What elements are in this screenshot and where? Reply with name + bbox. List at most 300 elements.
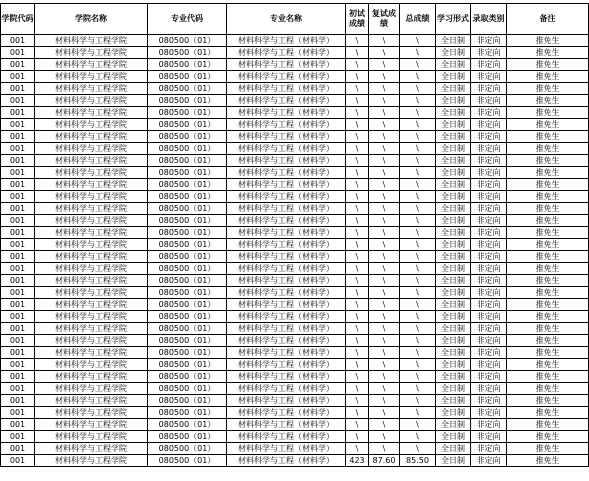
cell-major-code: 080500（01）	[148, 167, 227, 179]
table-row	[1, 335, 589, 347]
cell-remarks: 推免生	[507, 155, 589, 167]
cell-admission-type: 非定向	[471, 359, 507, 371]
header-study-mode: 学习形式	[436, 4, 471, 35]
cell-remarks: 推免生	[507, 59, 589, 71]
cell-total-score: \	[400, 275, 436, 287]
cell-remarks: 推免生	[507, 407, 589, 419]
cell-college-code: 001	[1, 83, 35, 95]
cell-remarks: 推免生	[507, 167, 589, 179]
cell-study-mode: 全日制	[436, 107, 471, 119]
cell-study-mode: 全日制	[436, 335, 471, 347]
cell-major-code: 080500（01）	[148, 395, 227, 407]
cell-college-code: 001	[1, 275, 35, 287]
cell-major-code: 080500（01）	[148, 83, 227, 95]
cell-total-score: \	[400, 191, 436, 203]
cell-major-name: 材料科学与工程（材料学）	[227, 119, 346, 131]
cell-major-code: 080500（01）	[148, 107, 227, 119]
cell-major-name: 材料科学与工程（材料学）	[227, 59, 346, 71]
cell-admission-type: 非定向	[471, 419, 507, 431]
cell-remarks: 推免生	[507, 299, 589, 311]
table-row	[1, 455, 589, 467]
cell-college-name: 材料科学与工程学院	[35, 443, 148, 455]
cell-total-score: \	[400, 107, 436, 119]
cell-college-name: 材料科学与工程学院	[35, 419, 148, 431]
cell-initial-score: \	[346, 107, 369, 119]
cell-initial-score: \	[346, 443, 369, 455]
cell-study-mode: 全日制	[436, 323, 471, 335]
cell-retest-score: \	[369, 167, 400, 179]
cell-study-mode: 全日制	[436, 203, 471, 215]
cell-remarks: 推免生	[507, 455, 589, 467]
cell-admission-type: 非定向	[471, 71, 507, 83]
cell-college-code: 001	[1, 47, 35, 59]
cell-major-name: 材料科学与工程（材料学）	[227, 167, 346, 179]
cell-initial-score: 423	[346, 455, 369, 467]
cell-admission-type: 非定向	[471, 215, 507, 227]
cell-remarks: 推免生	[507, 179, 589, 191]
header-total-score: 总成绩	[400, 4, 436, 35]
cell-major-code: 080500（01）	[148, 311, 227, 323]
cell-major-name: 材料科学与工程（材料学）	[227, 275, 346, 287]
cell-major-code: 080500（01）	[148, 191, 227, 203]
cell-remarks: 推免生	[507, 131, 589, 143]
cell-college-code: 001	[1, 347, 35, 359]
cell-college-code: 001	[1, 203, 35, 215]
cell-admission-type: 非定向	[471, 239, 507, 251]
cell-total-score: \	[400, 215, 436, 227]
table-body	[1, 35, 589, 467]
cell-total-score: \	[400, 419, 436, 431]
cell-study-mode: 全日制	[436, 311, 471, 323]
table-row	[1, 239, 589, 251]
cell-major-name: 材料科学与工程（材料学）	[227, 263, 346, 275]
cell-retest-score: \	[369, 95, 400, 107]
cell-admission-type: 非定向	[471, 263, 507, 275]
table-row	[1, 251, 589, 263]
cell-major-code: 080500（01）	[148, 443, 227, 455]
cell-retest-score: \	[369, 443, 400, 455]
cell-admission-type: 非定向	[471, 383, 507, 395]
cell-total-score: \	[400, 395, 436, 407]
cell-total-score: \	[400, 203, 436, 215]
cell-college-code: 001	[1, 167, 35, 179]
cell-college-code: 001	[1, 311, 35, 323]
cell-initial-score: \	[346, 407, 369, 419]
cell-initial-score: \	[346, 263, 369, 275]
table-row	[1, 59, 589, 71]
cell-college-code: 001	[1, 179, 35, 191]
cell-total-score: \	[400, 35, 436, 47]
cell-study-mode: 全日制	[436, 83, 471, 95]
cell-college-name: 材料科学与工程学院	[35, 155, 148, 167]
cell-admission-type: 非定向	[471, 155, 507, 167]
cell-remarks: 推免生	[507, 227, 589, 239]
header-college-code: 学院代码	[1, 4, 35, 35]
cell-retest-score: \	[369, 431, 400, 443]
cell-total-score: \	[400, 167, 436, 179]
cell-major-code: 080500（01）	[148, 251, 227, 263]
cell-college-name: 材料科学与工程学院	[35, 395, 148, 407]
cell-major-name: 材料科学与工程（材料学）	[227, 215, 346, 227]
cell-major-name: 材料科学与工程（材料学）	[227, 35, 346, 47]
cell-total-score: \	[400, 95, 436, 107]
cell-total-score: \	[400, 335, 436, 347]
cell-major-name: 材料科学与工程（材料学）	[227, 203, 346, 215]
cell-major-code: 080500（01）	[148, 203, 227, 215]
cell-college-code: 001	[1, 431, 35, 443]
cell-college-name: 材料科学与工程学院	[35, 287, 148, 299]
cell-major-name: 材料科学与工程（材料学）	[227, 287, 346, 299]
table-row	[1, 407, 589, 419]
cell-major-code: 080500（01）	[148, 95, 227, 107]
cell-remarks: 推免生	[507, 215, 589, 227]
cell-college-name: 材料科学与工程学院	[35, 83, 148, 95]
cell-remarks: 推免生	[507, 275, 589, 287]
cell-retest-score: \	[369, 311, 400, 323]
cell-major-name: 材料科学与工程（材料学）	[227, 71, 346, 83]
cell-remarks: 推免生	[507, 263, 589, 275]
cell-retest-score: \	[369, 227, 400, 239]
table-row	[1, 323, 589, 335]
cell-remarks: 推免生	[507, 83, 589, 95]
cell-retest-score: \	[369, 131, 400, 143]
cell-college-code: 001	[1, 323, 35, 335]
cell-initial-score: \	[346, 251, 369, 263]
cell-admission-type: 非定向	[471, 251, 507, 263]
cell-total-score: \	[400, 59, 436, 71]
table-row	[1, 47, 589, 59]
cell-admission-type: 非定向	[471, 83, 507, 95]
table-row	[1, 179, 589, 191]
cell-total-score: \	[400, 155, 436, 167]
cell-college-code: 001	[1, 335, 35, 347]
table-row	[1, 35, 589, 47]
cell-admission-type: 非定向	[471, 275, 507, 287]
cell-admission-type: 非定向	[471, 227, 507, 239]
cell-study-mode: 全日制	[436, 155, 471, 167]
cell-college-code: 001	[1, 419, 35, 431]
table-row	[1, 143, 589, 155]
cell-major-code: 080500（01）	[148, 179, 227, 191]
cell-retest-score: \	[369, 71, 400, 83]
cell-college-name: 材料科学与工程学院	[35, 371, 148, 383]
cell-major-code: 080500（01）	[148, 275, 227, 287]
cell-major-name: 材料科学与工程（材料学）	[227, 323, 346, 335]
cell-college-name: 材料科学与工程学院	[35, 335, 148, 347]
header-retest-score: 复试成绩	[369, 4, 400, 35]
cell-college-name: 材料科学与工程学院	[35, 431, 148, 443]
cell-college-code: 001	[1, 251, 35, 263]
cell-admission-type: 非定向	[471, 179, 507, 191]
cell-college-code: 001	[1, 71, 35, 83]
cell-admission-type: 非定向	[471, 335, 507, 347]
cell-retest-score: \	[369, 203, 400, 215]
cell-college-name: 材料科学与工程学院	[35, 191, 148, 203]
table-row	[1, 347, 589, 359]
cell-college-name: 材料科学与工程学院	[35, 311, 148, 323]
cell-major-code: 080500（01）	[148, 299, 227, 311]
cell-study-mode: 全日制	[436, 59, 471, 71]
cell-study-mode: 全日制	[436, 371, 471, 383]
cell-major-code: 080500（01）	[148, 431, 227, 443]
cell-retest-score: \	[369, 35, 400, 47]
table-row	[1, 431, 589, 443]
cell-major-code: 080500（01）	[148, 359, 227, 371]
cell-college-name: 材料科学与工程学院	[35, 95, 148, 107]
cell-admission-type: 非定向	[471, 59, 507, 71]
cell-retest-score: \	[369, 155, 400, 167]
cell-initial-score: \	[346, 335, 369, 347]
header-college-name: 学院名称	[35, 4, 148, 35]
cell-study-mode: 全日制	[436, 239, 471, 251]
cell-study-mode: 全日制	[436, 395, 471, 407]
cell-major-name: 材料科学与工程（材料学）	[227, 143, 346, 155]
cell-college-code: 001	[1, 191, 35, 203]
table-row	[1, 167, 589, 179]
cell-total-score: \	[400, 383, 436, 395]
cell-initial-score: \	[346, 299, 369, 311]
cell-study-mode: 全日制	[436, 287, 471, 299]
cell-initial-score: \	[346, 431, 369, 443]
cell-initial-score: \	[346, 191, 369, 203]
cell-college-name: 材料科学与工程学院	[35, 59, 148, 71]
cell-college-name: 材料科学与工程学院	[35, 383, 148, 395]
cell-college-code: 001	[1, 443, 35, 455]
cell-college-code: 001	[1, 287, 35, 299]
cell-admission-type: 非定向	[471, 107, 507, 119]
table-row	[1, 395, 589, 407]
cell-total-score: \	[400, 179, 436, 191]
cell-remarks: 推免生	[507, 395, 589, 407]
cell-admission-type: 非定向	[471, 287, 507, 299]
header-remarks: 备注	[507, 4, 589, 35]
cell-major-code: 080500（01）	[148, 71, 227, 83]
cell-major-name: 材料科学与工程（材料学）	[227, 155, 346, 167]
cell-major-name: 材料科学与工程（材料学）	[227, 371, 346, 383]
table-row	[1, 287, 589, 299]
cell-total-score: \	[400, 227, 436, 239]
cell-major-code: 080500（01）	[148, 323, 227, 335]
cell-major-code: 080500（01）	[148, 35, 227, 47]
cell-total-score: \	[400, 431, 436, 443]
cell-college-name: 材料科学与工程学院	[35, 251, 148, 263]
cell-retest-score: \	[369, 419, 400, 431]
cell-admission-type: 非定向	[471, 95, 507, 107]
cell-remarks: 推免生	[507, 47, 589, 59]
cell-college-code: 001	[1, 119, 35, 131]
cell-initial-score: \	[346, 215, 369, 227]
table-row	[1, 107, 589, 119]
cell-remarks: 推免生	[507, 443, 589, 455]
cell-college-name: 材料科学与工程学院	[35, 179, 148, 191]
cell-study-mode: 全日制	[436, 191, 471, 203]
cell-major-code: 080500（01）	[148, 347, 227, 359]
cell-college-name: 材料科学与工程学院	[35, 203, 148, 215]
cell-remarks: 推免生	[507, 35, 589, 47]
cell-major-name: 材料科学与工程（材料学）	[227, 347, 346, 359]
cell-initial-score: \	[346, 395, 369, 407]
cell-college-name: 材料科学与工程学院	[35, 263, 148, 275]
cell-remarks: 推免生	[507, 371, 589, 383]
cell-total-score: \	[400, 359, 436, 371]
cell-study-mode: 全日制	[436, 431, 471, 443]
cell-college-code: 001	[1, 107, 35, 119]
cell-college-name: 材料科学与工程学院	[35, 167, 148, 179]
cell-major-code: 080500（01）	[148, 455, 227, 467]
cell-initial-score: \	[346, 311, 369, 323]
cell-study-mode: 全日制	[436, 383, 471, 395]
cell-retest-score: \	[369, 215, 400, 227]
cell-remarks: 推免生	[507, 287, 589, 299]
table-row	[1, 263, 589, 275]
cell-college-code: 001	[1, 155, 35, 167]
cell-major-code: 080500（01）	[148, 215, 227, 227]
cell-study-mode: 全日制	[436, 71, 471, 83]
cell-major-name: 材料科学与工程（材料学）	[227, 251, 346, 263]
cell-major-code: 080500（01）	[148, 407, 227, 419]
cell-admission-type: 非定向	[471, 191, 507, 203]
cell-major-name: 材料科学与工程（材料学）	[227, 179, 346, 191]
cell-college-name: 材料科学与工程学院	[35, 347, 148, 359]
cell-admission-type: 非定向	[471, 323, 507, 335]
cell-study-mode: 全日制	[436, 143, 471, 155]
header-major-name: 专业名称	[227, 4, 346, 35]
cell-retest-score: \	[369, 287, 400, 299]
cell-college-name: 材料科学与工程学院	[35, 407, 148, 419]
cell-college-code: 001	[1, 131, 35, 143]
cell-initial-score: \	[346, 347, 369, 359]
cell-college-code: 001	[1, 59, 35, 71]
cell-major-name: 材料科学与工程（材料学）	[227, 335, 346, 347]
cell-study-mode: 全日制	[436, 419, 471, 431]
cell-total-score: \	[400, 143, 436, 155]
cell-retest-score: \	[369, 263, 400, 275]
cell-retest-score: \	[369, 191, 400, 203]
cell-major-code: 080500（01）	[148, 119, 227, 131]
cell-major-name: 材料科学与工程（材料学）	[227, 311, 346, 323]
cell-total-score: \	[400, 443, 436, 455]
cell-admission-type: 非定向	[471, 311, 507, 323]
cell-initial-score: \	[346, 59, 369, 71]
cell-major-name: 材料科学与工程（材料学）	[227, 227, 346, 239]
cell-major-name: 材料科学与工程（材料学）	[227, 107, 346, 119]
cell-admission-type: 非定向	[471, 203, 507, 215]
cell-retest-score: \	[369, 395, 400, 407]
cell-college-code: 001	[1, 299, 35, 311]
cell-remarks: 推免生	[507, 107, 589, 119]
cell-retest-score: \	[369, 59, 400, 71]
table-row	[1, 119, 589, 131]
cell-retest-score: \	[369, 407, 400, 419]
cell-total-score: \	[400, 371, 436, 383]
cell-study-mode: 全日制	[436, 455, 471, 467]
cell-college-code: 001	[1, 407, 35, 419]
cell-college-name: 材料科学与工程学院	[35, 35, 148, 47]
cell-remarks: 推免生	[507, 251, 589, 263]
cell-study-mode: 全日制	[436, 47, 471, 59]
cell-study-mode: 全日制	[436, 95, 471, 107]
cell-retest-score: \	[369, 275, 400, 287]
cell-admission-type: 非定向	[471, 35, 507, 47]
cell-college-code: 001	[1, 395, 35, 407]
table-row	[1, 275, 589, 287]
cell-remarks: 推免生	[507, 191, 589, 203]
cell-initial-score: \	[346, 419, 369, 431]
cell-remarks: 推免生	[507, 419, 589, 431]
cell-college-name: 材料科学与工程学院	[35, 239, 148, 251]
table-row	[1, 203, 589, 215]
cell-college-name: 材料科学与工程学院	[35, 143, 148, 155]
cell-total-score: \	[400, 407, 436, 419]
cell-admission-type: 非定向	[471, 443, 507, 455]
cell-remarks: 推免生	[507, 203, 589, 215]
cell-admission-type: 非定向	[471, 119, 507, 131]
cell-study-mode: 全日制	[436, 407, 471, 419]
cell-admission-type: 非定向	[471, 455, 507, 467]
cell-initial-score: \	[346, 323, 369, 335]
cell-retest-score: \	[369, 299, 400, 311]
cell-total-score: \	[400, 251, 436, 263]
cell-major-code: 080500（01）	[148, 47, 227, 59]
cell-initial-score: \	[346, 359, 369, 371]
cell-college-name: 材料科学与工程学院	[35, 119, 148, 131]
cell-study-mode: 全日制	[436, 347, 471, 359]
cell-initial-score: \	[346, 143, 369, 155]
cell-initial-score: \	[346, 239, 369, 251]
cell-total-score: 85.50	[400, 455, 436, 467]
cell-total-score: \	[400, 311, 436, 323]
table-row	[1, 95, 589, 107]
cell-college-name: 材料科学与工程学院	[35, 215, 148, 227]
cell-study-mode: 全日制	[436, 299, 471, 311]
cell-study-mode: 全日制	[436, 131, 471, 143]
cell-admission-type: 非定向	[471, 299, 507, 311]
cell-major-name: 材料科学与工程（材料学）	[227, 359, 346, 371]
table-row	[1, 311, 589, 323]
cell-initial-score: \	[346, 83, 369, 95]
cell-initial-score: \	[346, 371, 369, 383]
cell-retest-score: \	[369, 359, 400, 371]
cell-major-name: 材料科学与工程（材料学）	[227, 239, 346, 251]
cell-remarks: 推免生	[507, 71, 589, 83]
cell-major-name: 材料科学与工程（材料学）	[227, 383, 346, 395]
cell-remarks: 推免生	[507, 239, 589, 251]
cell-initial-score: \	[346, 119, 369, 131]
table-row	[1, 359, 589, 371]
cell-major-name: 材料科学与工程（材料学）	[227, 299, 346, 311]
cell-total-score: \	[400, 71, 436, 83]
cell-study-mode: 全日制	[436, 179, 471, 191]
cell-college-code: 001	[1, 359, 35, 371]
cell-total-score: \	[400, 131, 436, 143]
cell-initial-score: \	[346, 155, 369, 167]
cell-admission-type: 非定向	[471, 143, 507, 155]
cell-admission-type: 非定向	[471, 47, 507, 59]
cell-initial-score: \	[346, 275, 369, 287]
cell-major-name: 材料科学与工程（材料学）	[227, 443, 346, 455]
cell-retest-score: \	[369, 335, 400, 347]
cell-initial-score: \	[346, 131, 369, 143]
cell-major-code: 080500（01）	[148, 227, 227, 239]
cell-major-name: 材料科学与工程（材料学）	[227, 455, 346, 467]
cell-retest-score: \	[369, 119, 400, 131]
cell-major-name: 材料科学与工程（材料学）	[227, 83, 346, 95]
cell-initial-score: \	[346, 95, 369, 107]
table-row	[1, 371, 589, 383]
cell-retest-score: \	[369, 179, 400, 191]
cell-major-name: 材料科学与工程（材料学）	[227, 431, 346, 443]
cell-major-name: 材料科学与工程（材料学）	[227, 419, 346, 431]
